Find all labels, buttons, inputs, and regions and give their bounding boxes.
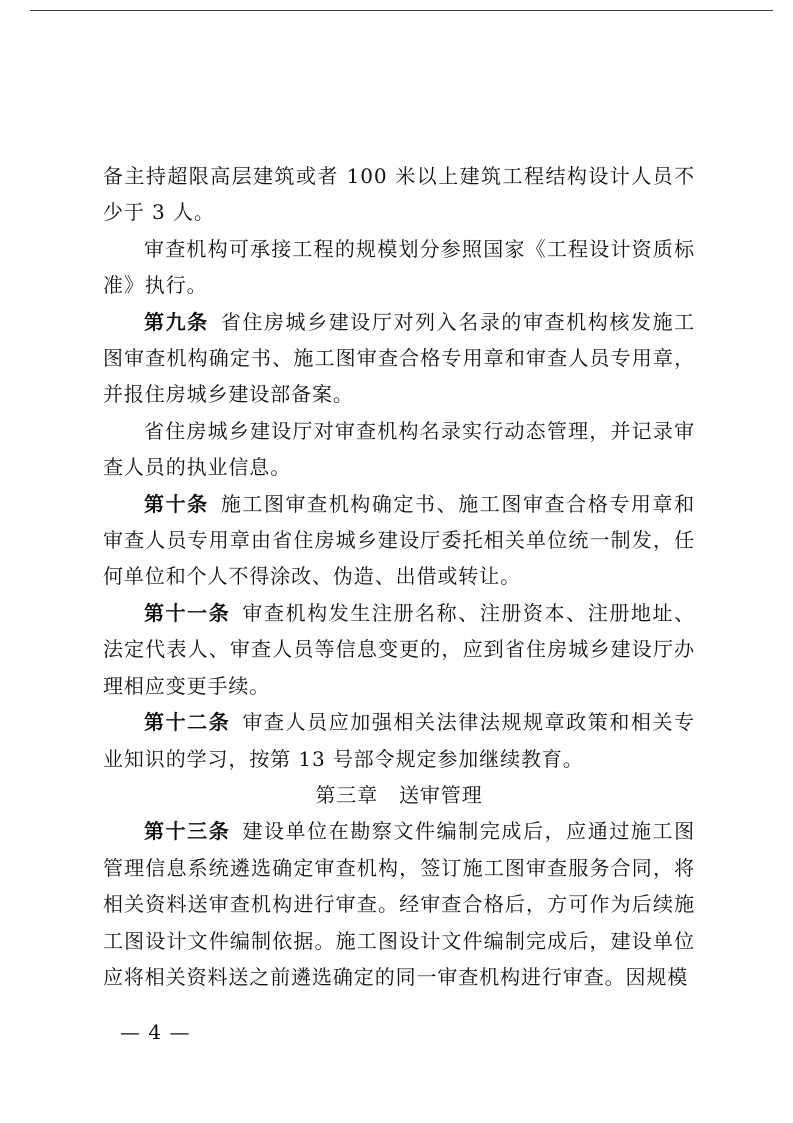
paragraph-continuation: 备主持超限高层建筑或者 100 米以上建筑工程结构设计人员不少于 3 人。: [103, 164, 695, 225]
article-label: 第九条: [144, 309, 209, 334]
article-text: 审查人员应加强相关法律法规规章政策和相关专业知识的学习，按第 13 号部令规定参加继续教育。: [103, 710, 695, 771]
article-text: 建设单位在勘察文件编制完成后，应通过施工图管理信息系统遴选确定审查机构，签订施工图审查服务合同，将相关资料送审查机构进行审查。经审查合格后，方可作为后续施工图设计文件编制依据。施工图设计文件编制完成后，建设单位应将相关资料送之前遴选确定的同一审查机构进行审查。因规模: [103, 819, 695, 989]
article-9: [103, 304, 695, 413]
top-border-line: [30, 10, 773, 11]
article-label: 第十二条: [144, 710, 231, 735]
article-13: [103, 813, 695, 995]
article-12: [103, 704, 695, 777]
paragraph-body: 审查机构可承接工程的规模划分参照国家《工程设计资质标准》执行。: [103, 236, 695, 298]
page-number: — 4 —: [120, 1020, 191, 1044]
paragraph-body: 省住房城乡建设厅对审查机构名录实行动态管理，并记录审查人员的执业信息。: [103, 418, 695, 480]
article-label: 第十条: [144, 491, 209, 516]
chapter-heading: 第三章 送审管理: [315, 782, 483, 807]
document-body: [103, 158, 695, 995]
article-text: 省住房城乡建设厅对列入名录的审查机构核发施工图审查机构确定书、施工图审查合格专用章和审查人员专用章，并报住房城乡建设部备案。: [103, 309, 695, 407]
article-label: 第十一条: [144, 600, 231, 625]
article-text: 施工图审查机构确定书、施工图审查合格专用章和审查人员专用章由省住房城乡建设厅委托相关单位统一制发，任何单位和个人不得涂改、伪造、出借或转让。: [103, 491, 695, 589]
article-11: [103, 595, 695, 704]
article-10: [103, 486, 695, 595]
article-label: 第十三条: [144, 819, 231, 844]
article-text: 审查机构发生注册名称、注册资本、注册地址、法定代表人、审查人员等信息变更的，应到省住房城乡建设厅办理相应变更手续。: [103, 600, 695, 698]
